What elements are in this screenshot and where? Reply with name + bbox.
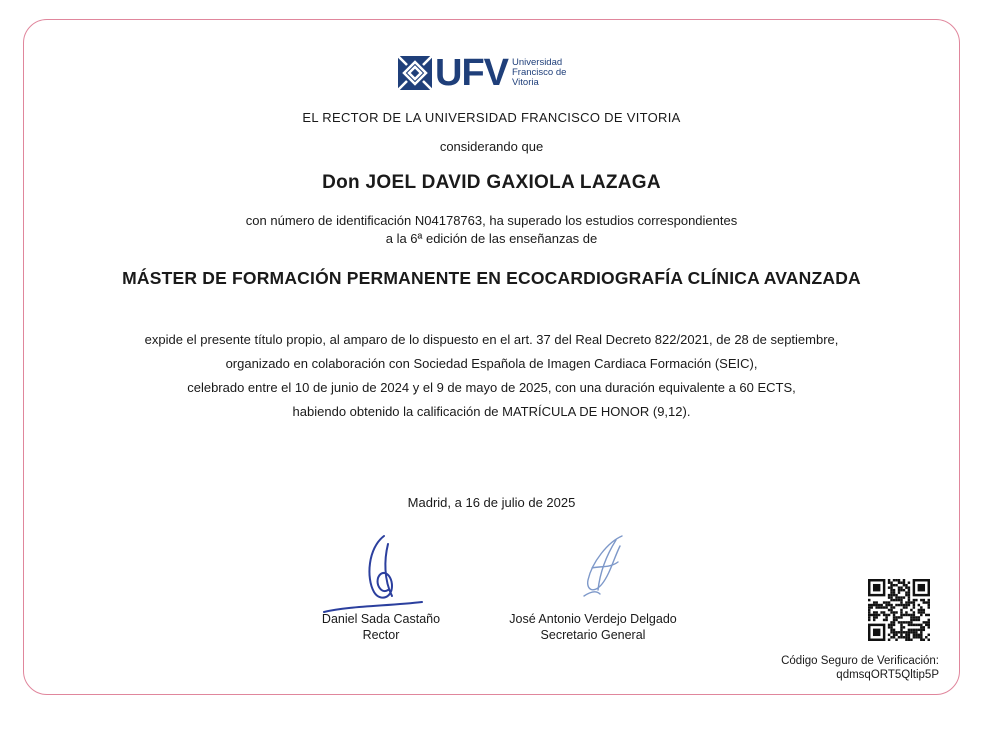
considering-text: considerando que: [439, 139, 544, 154]
signatory-secretary: [488, 611, 698, 643]
logo-university-name: Universidad Francisco de Vitoria: [512, 57, 567, 88]
program-title: MÁSTER DE FORMACIÓN PERMANENTE EN ECOCARDIOGRAFÍA CLÍNICA AVANZADA: [122, 268, 861, 288]
certificate-body: [0, 328, 983, 424]
logo-abbr: UFV: [435, 52, 508, 94]
id-line-2: a la 6ª edición de las enseñanzas de: [385, 231, 598, 246]
signatory-name: José Antonio Verdejo Delgado: [509, 612, 677, 626]
issuer-line: EL RECTOR DE LA UNIVERSIDAD FRANCISCO DE VITORIA: [302, 110, 681, 125]
body-line-3: celebrado entre el 10 de junio de 2024 y el 9 de mayo de 2025, con una duración equivalente a 60 ECTS,: [187, 380, 796, 395]
verification-label: Código Seguro de Verificación:: [781, 655, 939, 667]
signatory-rector: [296, 611, 466, 643]
verification-block: [781, 654, 939, 682]
signatory-role: Rector: [362, 628, 400, 642]
recipient-name: Don JOEL DAVID GAXIOLA LAZAGA: [322, 172, 661, 193]
verification-code: qdmsqORT5Qltip5P: [836, 669, 939, 681]
secretary-signature: [570, 528, 640, 608]
identification-text: [0, 212, 983, 248]
ufv-logo: [398, 53, 566, 93]
body-line-4: habiendo obtenido la calificación de MATRÍCULA DE HONOR (9,12).: [292, 404, 691, 419]
id-line-1: con número de identificación N04178763, ha superado los estudios correspondientes: [245, 213, 738, 228]
body-line-2: organizado en colaboración con Sociedad Española de Imagen Cardiaca Formación (SEIC),: [225, 356, 758, 371]
place-date: Madrid, a 16 de julio de 2025: [407, 495, 576, 510]
signatory-role: Secretario General: [540, 628, 646, 642]
signatory-name: Daniel Sada Castaño: [321, 612, 441, 626]
qr-code-icon: [868, 579, 930, 641]
body-line-1: expide el presente título propio, al amparo de lo dispuesto en el art. 37 del Real Decreto 822/2021, de 28 de septiembre,: [144, 332, 839, 347]
ufv-emblem-icon: [398, 56, 432, 90]
rector-signature: [318, 530, 428, 620]
